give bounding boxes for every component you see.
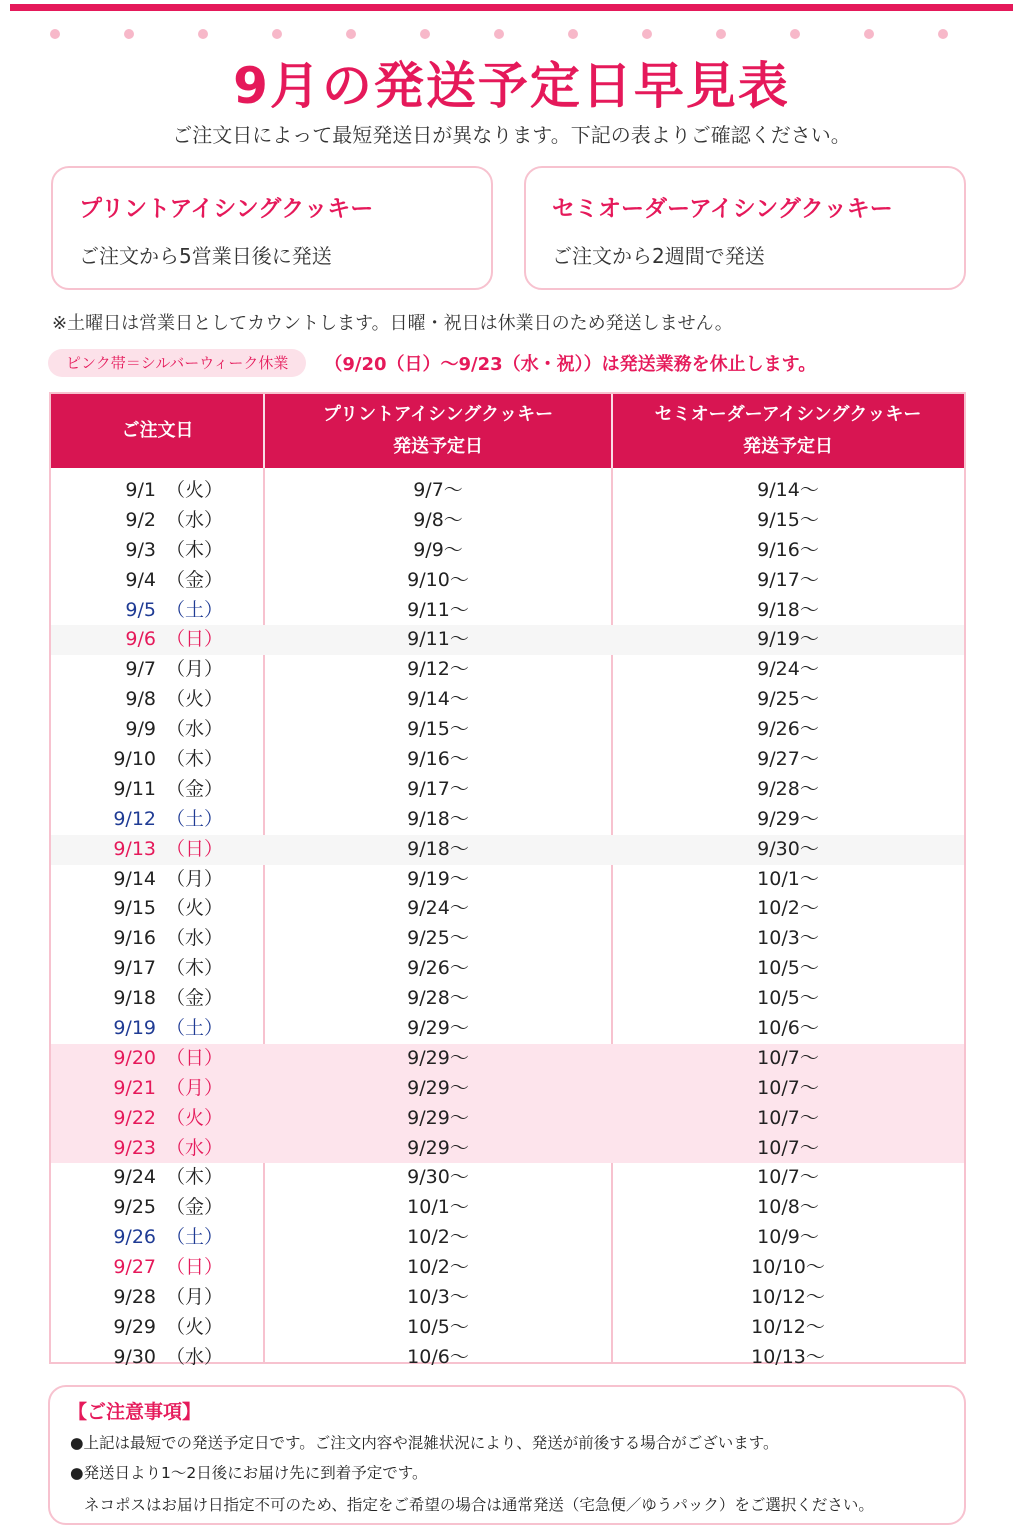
top-accent-stripe (10, 4, 1013, 11)
order-date-cell (71, 775, 241, 805)
table-row (51, 835, 964, 865)
table-row (51, 625, 964, 655)
table-row (51, 924, 964, 954)
order-date-cell (71, 476, 241, 506)
order-weekday: （土） (166, 1226, 224, 1249)
table-row (51, 1283, 964, 1313)
semi-order-ship-date: 10/8〜 (757, 1196, 819, 1219)
table-row (51, 566, 964, 596)
order-weekday: （火） (166, 479, 224, 501)
table-row (51, 1044, 964, 1074)
print-ship-date: 9/18〜 (407, 837, 469, 860)
order-date: 9/6 (125, 628, 156, 651)
decorative-dot (272, 29, 282, 39)
order-date: 9/12 (113, 807, 156, 830)
print-ship-date: 9/12〜 (407, 658, 469, 681)
print-ship-date: 9/18〜 (407, 807, 469, 830)
order-weekday: （日） (166, 1046, 224, 1069)
header-order-date-label: ご注文日 (121, 420, 194, 441)
table-row (51, 1253, 964, 1283)
semi-order-ship-date: 9/19〜 (757, 628, 819, 651)
business-day-note: ※土曜日は営業日としてカウントします。日曜・祝日は休業日のため発送しません。 (52, 313, 733, 334)
order-date: 9/27 (113, 1256, 156, 1279)
order-date-cell (71, 1134, 241, 1164)
table-row (51, 984, 964, 1014)
print-ship-date: 9/29〜 (407, 1017, 469, 1040)
order-weekday: （水） (166, 1136, 224, 1159)
semi-order-ship-date: 9/27〜 (757, 748, 819, 771)
print-ship-date: 9/29〜 (407, 1136, 469, 1159)
print-ship-date: 9/28〜 (407, 987, 469, 1010)
order-date-cell (71, 1343, 241, 1373)
print-ship-date: 9/9〜 (413, 538, 463, 561)
table-row (51, 1313, 964, 1343)
order-weekday: （月） (166, 1076, 224, 1099)
semi-order-ship-date: 10/12〜 (751, 1286, 825, 1309)
header-semi-order-cookie-line1: セミオーダーアイシングクッキー (654, 404, 922, 425)
order-weekday: （日） (166, 837, 224, 860)
order-date-cell (71, 536, 241, 566)
header-semi-order-cookie (612, 394, 964, 468)
print-ship-date: 9/16〜 (407, 748, 469, 771)
order-date-cell (71, 1074, 241, 1104)
order-date-cell (71, 984, 241, 1014)
order-date: 9/17 (113, 957, 156, 980)
order-date: 9/22 (113, 1106, 156, 1129)
table-row (51, 596, 964, 626)
semi-order-ship-date: 10/9〜 (757, 1226, 819, 1249)
print-ship-date: 10/6〜 (407, 1345, 469, 1368)
print-ship-date: 10/2〜 (407, 1226, 469, 1249)
print-ship-date: 9/17〜 (407, 777, 469, 800)
order-date-cell (71, 715, 241, 745)
table-body (51, 476, 964, 1373)
order-weekday: （日） (166, 628, 224, 651)
decorative-dot (198, 29, 208, 39)
semi-order-ship-date: 9/17〜 (757, 568, 819, 591)
semi-order-cookie-card-title: セミオーダーアイシングクッキー (552, 196, 893, 222)
semi-order-ship-date: 10/5〜 (757, 987, 819, 1010)
order-date: 9/16 (113, 927, 156, 950)
print-ship-date: 9/25〜 (407, 927, 469, 950)
order-date: 9/30 (113, 1345, 156, 1368)
order-date: 9/23 (113, 1136, 156, 1159)
table-row (51, 1163, 964, 1193)
order-date: 9/4 (125, 568, 156, 591)
print-ship-date: 9/8〜 (413, 508, 463, 531)
order-weekday: （水） (166, 718, 224, 741)
print-cookie-card-title: プリントアイシングクッキー (79, 196, 374, 222)
table-row (51, 1074, 964, 1104)
decorative-dot (494, 29, 504, 39)
order-date: 9/13 (113, 837, 156, 860)
semi-order-ship-date: 9/29〜 (757, 807, 819, 830)
order-date-cell (71, 1223, 241, 1253)
order-date-cell (71, 954, 241, 984)
order-date-cell (71, 745, 241, 775)
order-date: 9/9 (125, 718, 156, 741)
page-title: 9月の発送予定日早見表 (233, 57, 790, 115)
table-row (51, 1223, 964, 1253)
decorative-dots (0, 29, 1023, 41)
order-weekday: （木） (166, 748, 224, 771)
decorative-dot (864, 29, 874, 39)
decorative-dot (790, 29, 800, 39)
order-weekday: （金） (166, 568, 224, 591)
semi-order-ship-date: 10/7〜 (757, 1046, 819, 1069)
semi-order-ship-date: 10/2〜 (757, 897, 819, 920)
order-date-cell (71, 1283, 241, 1313)
print-ship-date: 10/1〜 (407, 1196, 469, 1219)
order-date: 9/19 (113, 1017, 156, 1040)
decorative-dot (716, 29, 726, 39)
notes-line: ネコポスはお届け日指定不可のため、指定をご希望の場合は通常発送（宅急便／ゆうパック）をご選択ください。 (84, 1496, 874, 1514)
order-weekday: （火） (166, 1315, 224, 1338)
order-weekday: （木） (166, 538, 224, 561)
top-accent-bar (0, 0, 1023, 14)
header-divider (263, 394, 265, 468)
decorative-dot (642, 29, 652, 39)
order-date: 9/3 (125, 538, 156, 561)
semi-order-ship-date: 9/25〜 (757, 688, 819, 711)
print-ship-date: 9/29〜 (407, 1076, 469, 1099)
order-date-cell (71, 894, 241, 924)
order-date-cell (71, 1104, 241, 1134)
print-ship-date: 9/26〜 (407, 957, 469, 980)
order-weekday: （月） (166, 658, 224, 681)
semi-order-ship-date: 10/5〜 (757, 957, 819, 980)
semi-order-ship-date: 9/16〜 (757, 538, 819, 561)
semi-order-ship-date: 10/1〜 (757, 867, 819, 890)
holiday-legend (48, 348, 816, 378)
table-row (51, 655, 964, 685)
order-date: 9/15 (113, 897, 156, 920)
decorative-dot (568, 29, 578, 39)
order-date: 9/21 (113, 1076, 156, 1099)
order-weekday: （水） (166, 927, 224, 950)
semi-order-ship-date: 9/24〜 (757, 658, 819, 681)
print-ship-date: 9/10〜 (407, 568, 469, 591)
order-date-cell (71, 835, 241, 865)
order-date-cell (71, 685, 241, 715)
notes-line: ●上記は最短での発送予定日です。ご注文内容や混雑状況により、発送が前後する場合がございます。 (70, 1434, 779, 1452)
table-row (51, 865, 964, 895)
order-date: 9/11 (113, 777, 156, 800)
order-date-cell (71, 625, 241, 655)
print-cookie-card (51, 166, 493, 290)
order-weekday: （木） (166, 957, 224, 980)
order-date-cell (71, 566, 241, 596)
header-order-date (51, 394, 264, 468)
order-date: 9/24 (113, 1166, 156, 1189)
holiday-legend-text: （9/20（日）〜9/23（水・祝））は発送業務を休止します。 (324, 354, 817, 375)
print-ship-date: 9/29〜 (407, 1106, 469, 1129)
table-row (51, 1343, 964, 1373)
shipping-schedule-table (49, 392, 966, 1368)
table-row (51, 894, 964, 924)
semi-order-ship-date: 9/26〜 (757, 718, 819, 741)
table-row (51, 536, 964, 566)
semi-order-ship-date: 9/14〜 (757, 479, 819, 501)
table-row (51, 476, 964, 506)
print-ship-date: 9/15〜 (407, 718, 469, 741)
order-date: 9/8 (125, 688, 156, 711)
order-date: 9/10 (113, 748, 156, 771)
print-cookie-card-desc: ご注文から5営業日後に発送 (79, 244, 332, 268)
order-date-cell (71, 1014, 241, 1044)
decorative-dot (420, 29, 430, 39)
order-date-cell (71, 865, 241, 895)
order-weekday: （木） (166, 1166, 224, 1189)
order-date-cell (71, 1253, 241, 1283)
table-row (51, 775, 964, 805)
print-ship-date: 10/3〜 (407, 1286, 469, 1309)
table-row (51, 805, 964, 835)
header-print-cookie-line2: 発送予定日 (393, 436, 483, 457)
order-date: 9/25 (113, 1196, 156, 1219)
semi-order-ship-date: 9/15〜 (757, 508, 819, 531)
page-subtitle: ご注文日によって最短発送日が異なります。下記の表よりご確認ください。 (172, 123, 851, 147)
order-date-cell (71, 1313, 241, 1343)
header-print-cookie-line1: プリントアイシングクッキー (322, 404, 554, 425)
order-date: 9/29 (113, 1315, 156, 1338)
decorative-dot (346, 29, 356, 39)
decorative-dot (50, 29, 60, 39)
order-date-cell (71, 506, 241, 536)
print-ship-date: 9/29〜 (407, 1046, 469, 1069)
order-weekday: （火） (166, 1106, 224, 1129)
semi-order-ship-date: 9/18〜 (757, 598, 819, 621)
print-ship-date: 10/5〜 (407, 1315, 469, 1338)
table-row (51, 1134, 964, 1164)
order-weekday: （土） (166, 598, 224, 621)
print-ship-date: 10/2〜 (407, 1256, 469, 1279)
order-weekday: （金） (166, 777, 224, 800)
table-header (51, 394, 964, 468)
order-date-cell (71, 924, 241, 954)
order-date: 9/14 (113, 867, 156, 890)
notes-line: ●発送日より1〜2日後にお届け先に到着予定です。 (70, 1464, 428, 1482)
order-weekday: （土） (166, 1017, 224, 1040)
semi-order-ship-date: 10/13〜 (751, 1345, 825, 1368)
table-row (51, 1193, 964, 1223)
order-weekday: （火） (166, 688, 224, 711)
semi-order-ship-date: 10/7〜 (757, 1136, 819, 1159)
holiday-legend-chip: ピンク帯＝シルバーウィーク休業 (48, 349, 306, 377)
semi-order-ship-date: 10/12〜 (751, 1315, 825, 1338)
table-row (51, 954, 964, 984)
order-date: 9/7 (125, 658, 156, 681)
semi-order-ship-date: 10/10〜 (751, 1256, 825, 1279)
semi-order-ship-date: 10/7〜 (757, 1076, 819, 1099)
order-date: 9/1 (125, 479, 156, 501)
print-ship-date: 9/11〜 (407, 598, 469, 621)
order-weekday: （金） (166, 1196, 224, 1219)
semi-order-cookie-card-desc: ご注文から2週間で発送 (552, 244, 765, 268)
order-date: 9/26 (113, 1226, 156, 1249)
order-weekday: （月） (166, 1286, 224, 1309)
order-date-cell (71, 1193, 241, 1223)
print-ship-date: 9/30〜 (407, 1166, 469, 1189)
order-date-cell (71, 1044, 241, 1074)
semi-order-ship-date: 10/7〜 (757, 1106, 819, 1129)
order-date: 9/28 (113, 1286, 156, 1309)
order-date: 9/18 (113, 987, 156, 1010)
table-row (51, 745, 964, 775)
order-date: 9/5 (125, 598, 156, 621)
decorative-dot (124, 29, 134, 39)
decorative-dot (938, 29, 948, 39)
table-row (51, 1104, 964, 1134)
order-date-cell (71, 1163, 241, 1193)
print-ship-date: 9/14〜 (407, 688, 469, 711)
semi-order-ship-date: 9/28〜 (757, 777, 819, 800)
notes-box (48, 1385, 966, 1525)
table-row (51, 1014, 964, 1044)
header-semi-order-cookie-line2: 発送予定日 (743, 436, 833, 457)
order-weekday: （水） (166, 508, 224, 531)
print-ship-date: 9/19〜 (407, 867, 469, 890)
table-row (51, 506, 964, 536)
order-date: 9/20 (113, 1046, 156, 1069)
order-date-cell (71, 596, 241, 626)
order-date-cell (71, 805, 241, 835)
header-print-cookie (264, 394, 612, 468)
semi-order-ship-date: 9/30〜 (757, 837, 819, 860)
order-weekday: （日） (166, 1256, 224, 1279)
order-date: 9/2 (125, 508, 156, 531)
semi-order-ship-date: 10/7〜 (757, 1166, 819, 1189)
header-divider (611, 394, 613, 468)
order-weekday: （土） (166, 807, 224, 830)
order-weekday: （金） (166, 987, 224, 1010)
order-weekday: （月） (166, 867, 224, 890)
table-row (51, 715, 964, 745)
print-ship-date: 9/7〜 (413, 479, 463, 501)
print-ship-date: 9/24〜 (407, 897, 469, 920)
order-date-cell (71, 655, 241, 685)
order-weekday: （火） (166, 897, 224, 920)
table-row (51, 685, 964, 715)
semi-order-ship-date: 10/6〜 (757, 1017, 819, 1040)
notes-title: 【ご注意事項】 (68, 1401, 202, 1423)
semi-order-cookie-card (524, 166, 966, 290)
semi-order-ship-date: 10/3〜 (757, 927, 819, 950)
print-ship-date: 9/11〜 (407, 628, 469, 651)
order-weekday: （水） (166, 1345, 224, 1368)
